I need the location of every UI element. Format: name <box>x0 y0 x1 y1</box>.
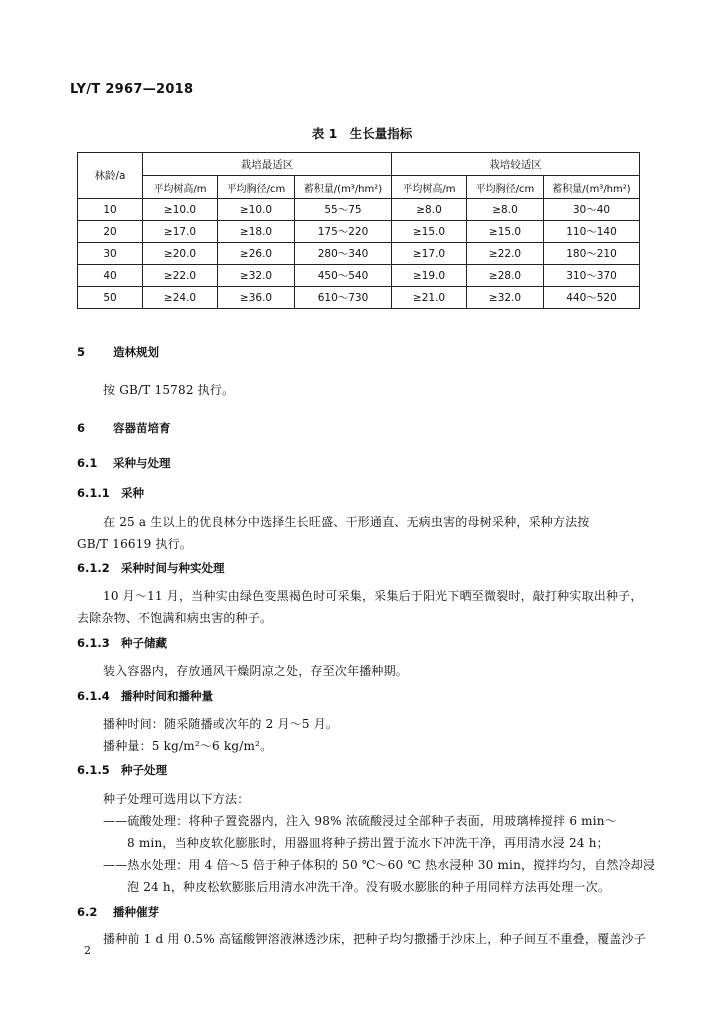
table-cell: 310～370 <box>544 265 640 287</box>
table-row <box>78 199 640 221</box>
section-6-1-5-heading <box>77 762 167 778</box>
table-cell: ≥26.0 <box>218 243 295 265</box>
section-title: 播种时间和播种量 <box>121 689 213 703</box>
sulfuric-acid-item-line2: 8 min，当种皮软化膨胀时，用器皿将种子捞出置于流水下冲洗干净，再用清水浸 24 h； <box>127 836 609 850</box>
table-cell: ≥36.0 <box>218 287 295 309</box>
section-6-1-2-text-line1: 10 月～11 月，当种实由绿色变黑褐色时可采集，采集后于阳光下晒至微裂时，敲打种实取出种子， <box>103 589 643 603</box>
sub-header: 蓄积量/(m³/hm²) <box>295 176 392 199</box>
section-title: 采种 <box>121 486 144 500</box>
table-cell: ≥17.0 <box>392 243 467 265</box>
hot-water-item-line2: 泡 24 h，种皮松软膨胀后用清水冲洗干净。没有吸水膨胀的种子用同样方法再处理一次。 <box>127 880 611 894</box>
sub-header: 平均胸径/cm <box>218 176 295 199</box>
section-6-1-1-text-line2: GB/T 16619 执行。 <box>77 537 193 551</box>
table-cell: ≥21.0 <box>392 287 467 309</box>
section-6-1-heading <box>77 455 171 471</box>
section-title: 造林规划 <box>113 345 159 359</box>
table-cell: 440～520 <box>544 287 640 309</box>
section-5-heading <box>77 344 159 360</box>
table-cell: ≥8.0 <box>467 199 544 221</box>
section-number: 6.1.1 <box>77 486 110 500</box>
sub-header: 平均树高/m <box>143 176 218 199</box>
table-cell: 20 <box>78 221 143 243</box>
sulfuric-acid-item-line1: ——硫酸处理：将种子置瓷器内，注入 98% 浓硫酸浸过全部种子表面，用玻璃棒搅拌 6 min～ <box>103 814 617 828</box>
table-cell: 50 <box>78 287 143 309</box>
section-number: 6.1.5 <box>77 763 110 777</box>
section-number: 6.1.4 <box>77 689 110 703</box>
table-cell: ≥15.0 <box>467 221 544 243</box>
section-number: 6.1.3 <box>77 636 110 650</box>
section-6-1-4-text-line1: 播种时间：随采随播或次年的 2 月～5 月。 <box>103 717 339 731</box>
section-6-1-3-text: 装入容器内，存放通风干燥阴凉之处，存至次年播种期。 <box>103 664 409 678</box>
table-cell: ≥24.0 <box>143 287 218 309</box>
table-cell: ≥19.0 <box>392 265 467 287</box>
sub-header: 平均树高/m <box>392 176 467 199</box>
table-cell: ≥18.0 <box>218 221 295 243</box>
table-cell: ≥20.0 <box>143 243 218 265</box>
table-cell: 30 <box>78 243 143 265</box>
table-cell: 10 <box>78 199 143 221</box>
section-5-text: 按 GB/T 15782 执行。 <box>103 383 235 397</box>
section-6-1-2-heading <box>77 560 225 576</box>
table-row <box>78 221 640 243</box>
table-cell: 175～220 <box>295 221 392 243</box>
section-6-1-4-heading <box>77 688 213 704</box>
table-cell: ≥10.0 <box>143 199 218 221</box>
section-6-1-1-heading <box>77 485 144 501</box>
section-number: 6.1 <box>77 456 98 470</box>
section-number: 6.2 <box>77 905 98 919</box>
table-cell: 450～540 <box>295 265 392 287</box>
age-header: 林龄/a <box>78 153 143 199</box>
group-header-suitable: 栽培较适区 <box>392 153 640 176</box>
section-title: 种子处理 <box>121 763 167 777</box>
sub-header: 平均胸径/cm <box>467 176 544 199</box>
table-cell: ≥17.0 <box>143 221 218 243</box>
section-6-1-3-heading <box>77 635 167 651</box>
section-title: 采种时间与种实处理 <box>121 561 225 575</box>
table-cell: ≥22.0 <box>143 265 218 287</box>
table-cell: ≥8.0 <box>392 199 467 221</box>
section-6-1-4-text-line2: 播种量：5 kg/m²～6 kg/m²。 <box>103 739 273 753</box>
group-header-optimal: 栽培最适区 <box>143 153 392 176</box>
hot-water-item-line1: ——热水处理：用 4 倍～5 倍于种子体积的 50 ℃～60 ℃ 热水浸种 30 min，搅拌均匀，自然冷却浸 <box>103 858 656 872</box>
table-cell: ≥22.0 <box>467 243 544 265</box>
section-6-2-heading <box>77 904 159 920</box>
table-row <box>78 243 640 265</box>
standard-code: LY/T 2967—2018 <box>70 82 194 97</box>
section-6-heading <box>77 420 171 436</box>
table-cell: ≥28.0 <box>467 265 544 287</box>
page-number: 2 <box>84 944 91 957</box>
table-cell: 610～730 <box>295 287 392 309</box>
table-cell: 55～75 <box>295 199 392 221</box>
section-title: 播种催芽 <box>113 905 159 919</box>
table-title: 表 1 生长量指标 <box>311 126 413 141</box>
sub-header: 蓄积量/(m³/hm²) <box>544 176 640 199</box>
section-number: 5 <box>77 345 86 359</box>
table-cell: 30～40 <box>544 199 640 221</box>
section-6-1-2-text-line2: 去除杂物、不饱满和病虫害的种子。 <box>77 611 273 625</box>
section-number: 6.1.2 <box>77 561 110 575</box>
growth-index-table <box>77 152 640 309</box>
section-title: 容器苗培育 <box>113 421 171 435</box>
section-6-1-5-intro: 种子处理可选用以下方法： <box>103 792 250 806</box>
table-cell: ≥32.0 <box>467 287 544 309</box>
section-title: 采种与处理 <box>113 456 171 470</box>
table-cell: 280～340 <box>295 243 392 265</box>
section-6-1-1-text-line1: 在 25 a 生以上的优良林分中选择生长旺盛、干形通直、无病虫害的母树采种，采种方法按 <box>103 515 590 529</box>
table-row <box>78 265 640 287</box>
section-title: 种子储藏 <box>121 636 167 650</box>
table-row <box>78 287 640 309</box>
table-cell: 180～210 <box>544 243 640 265</box>
section-6-2-text: 播种前 1 d 用 0.5% 高锰酸钾溶液淋透沙床，把种子均匀撒播于沙床上，种子间互不重叠，覆盖沙子 <box>103 932 646 946</box>
table-cell: ≥15.0 <box>392 221 467 243</box>
table-cell: 40 <box>78 265 143 287</box>
table-cell: ≥32.0 <box>218 265 295 287</box>
section-number: 6 <box>77 421 86 435</box>
table-cell: ≥10.0 <box>218 199 295 221</box>
table-cell: 110～140 <box>544 221 640 243</box>
